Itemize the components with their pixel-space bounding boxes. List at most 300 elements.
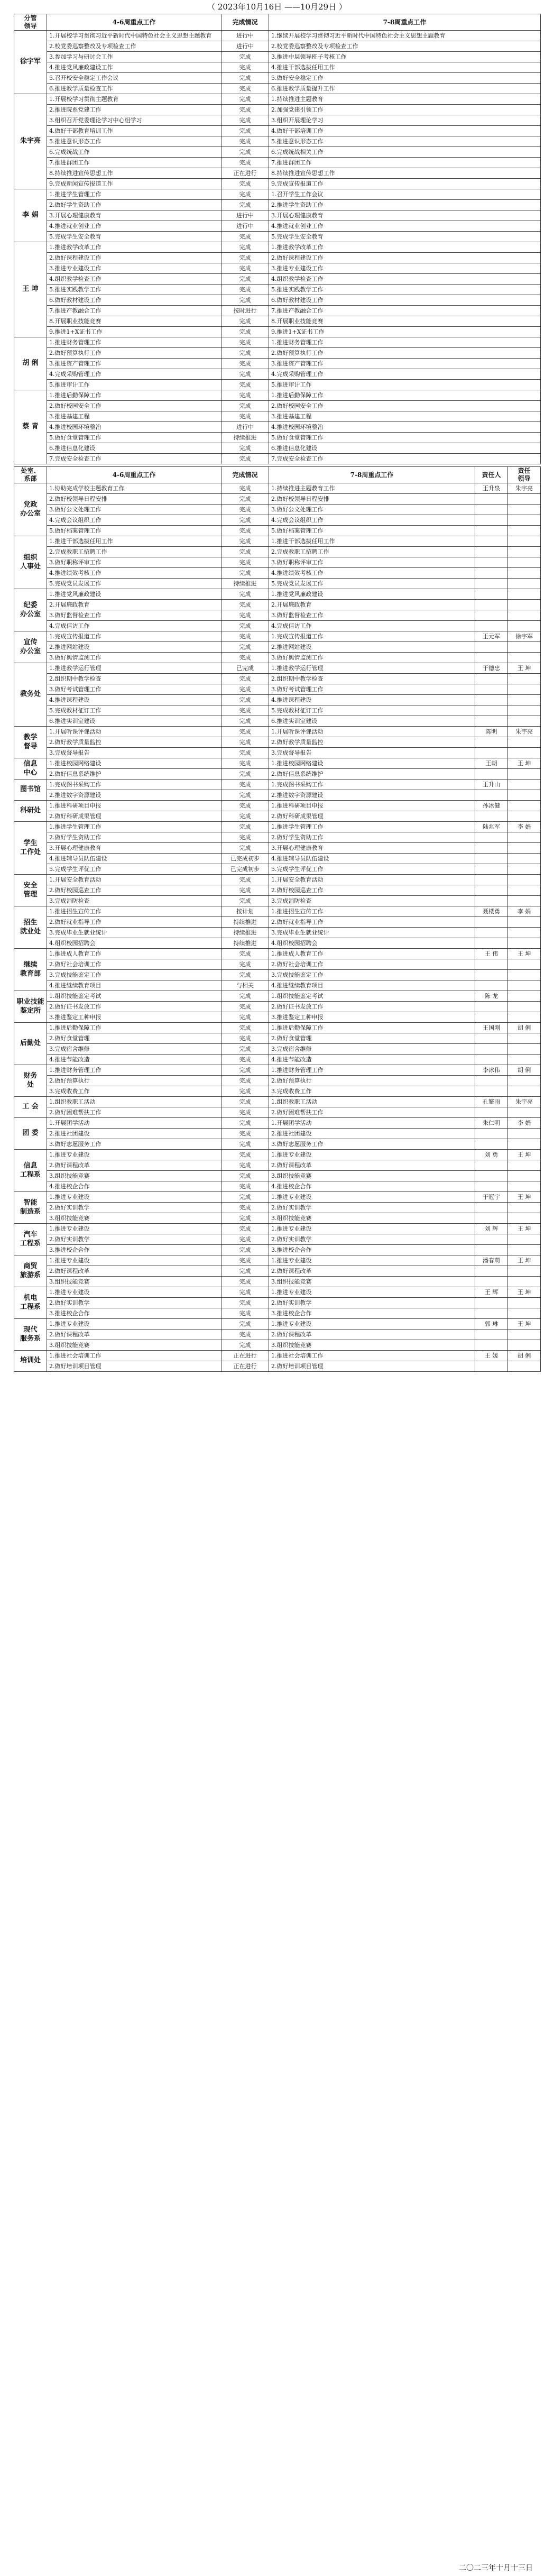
table-row <box>14 1065 541 1076</box>
work-item-cell: 3.做好舆情监测工作 <box>47 653 221 663</box>
work-item-cell: 8.持续推进宣传思想工作 <box>47 168 221 179</box>
status-cell: 完成 <box>221 1055 269 1065</box>
table-row <box>14 73 541 84</box>
next-work-cell: 3.开展心理健康教育 <box>269 843 475 854</box>
owner-cell: 王升泉 <box>475 483 508 494</box>
next-work-cell: 3.做好舆情监测工作 <box>269 653 475 663</box>
next-work-cell: 2.做好教学质量监控 <box>269 737 475 748</box>
status-cell: 完成 <box>221 832 269 843</box>
leader-cell <box>508 579 541 589</box>
status-cell: 完成 <box>221 1097 269 1107</box>
status-cell: 完成 <box>221 274 269 285</box>
next-work-cell: 4.完成采购管理工作 <box>269 369 541 380</box>
status-cell: 正在进行 <box>221 1351 269 1361</box>
table-row <box>14 1033 541 1044</box>
work-item-cell: 4.推进节能改造 <box>47 1055 221 1065</box>
work-item-cell: 4.做好干部教育培训工作 <box>47 126 221 136</box>
next-work-cell: 3.开展心理健康教育 <box>269 210 541 221</box>
table-row <box>14 1139 541 1150</box>
status-cell: 完成 <box>221 631 269 642</box>
status-cell: 完成 <box>221 568 269 579</box>
table-row <box>14 253 541 263</box>
work-item-cell: 2.做好课程改革 <box>47 1330 221 1340</box>
leader-cell <box>508 1234 541 1245</box>
next-work-cell: 2.推进学生资助工作 <box>269 200 541 210</box>
leader-cell <box>508 536 541 547</box>
table-row <box>14 1203 541 1213</box>
status-cell: 完成 <box>221 136 269 147</box>
owner-cell <box>475 790 508 801</box>
next-work-cell: 4.完成信访工作 <box>269 621 475 631</box>
work-item-cell: 3.组织技能竞赛 <box>47 1340 221 1351</box>
table-row <box>14 748 541 758</box>
leader-cell <box>508 705 541 716</box>
owner-cell: 郭 琳 <box>475 1319 508 1330</box>
table-row <box>14 1266 541 1277</box>
status-cell: 完成 <box>221 1139 269 1150</box>
table-row <box>14 136 541 147</box>
next-work-cell: 5.完成学生安全教育 <box>269 232 541 242</box>
status-cell: 按时进行 <box>221 306 269 316</box>
owner-cell <box>475 1203 508 1213</box>
table-row <box>14 716 541 727</box>
group-name-cell: 李 娟 <box>14 189 47 242</box>
work-item-cell: 2.做好实训教学 <box>47 1234 221 1245</box>
owner-cell <box>475 832 508 843</box>
work-item-cell: 2.做好就业指导工作 <box>47 917 221 928</box>
work-item-cell: 2.做好证书发放工作 <box>47 1002 221 1012</box>
work-item-cell: 3.组织召开党委理论学习中心组学习 <box>47 115 221 126</box>
status-cell: 完成 <box>221 695 269 705</box>
next-work-cell: 1.推进后勤保障工作 <box>269 390 541 401</box>
status-cell: 完成 <box>221 621 269 631</box>
owner-cell: 王 媛 <box>475 1351 508 1361</box>
leader-cell: 徐宇军 <box>508 631 541 642</box>
table-row <box>14 568 541 579</box>
owner-cell <box>475 854 508 864</box>
work-item-cell: 1.完成图书采购工作 <box>47 780 221 790</box>
status-cell: 完成 <box>221 494 269 505</box>
table-row <box>14 62 541 73</box>
work-item-cell: 2.做好困难帮扶工作 <box>47 1107 221 1118</box>
status-cell: 完成 <box>221 295 269 306</box>
next-work-cell: 2.做好预算执行工作 <box>269 348 541 359</box>
next-work-cell: 4.推进校园环境整治 <box>269 422 541 433</box>
leader-cell <box>508 843 541 854</box>
status-cell: 完成 <box>221 348 269 359</box>
next-work-cell: 1.推进教学改革工作 <box>269 242 541 253</box>
work-item-cell: 5.推进审计工作 <box>47 380 221 390</box>
owner-cell <box>475 959 508 970</box>
leader-cell: 李 娟 <box>508 906 541 917</box>
owner-cell <box>475 1245 508 1255</box>
next-work-cell: 1.推进专业建设 <box>269 1287 475 1298</box>
status-cell: 完成 <box>221 811 269 822</box>
status-cell: 完成 <box>221 642 269 653</box>
work-item-cell: 2.做好校园安全工作 <box>47 401 221 411</box>
table-row <box>14 200 541 210</box>
date-range: （ 2023年10月16日 ——10月29日 ） <box>207 2 347 12</box>
table-row <box>14 94 541 105</box>
work-item-cell: 9.完成新闻宣传报道工作 <box>47 179 221 189</box>
work-item-cell: 1.协助完成学校主题教育工作 <box>47 483 221 494</box>
table-row <box>14 1129 541 1139</box>
owner-cell <box>475 505 508 515</box>
owner-cell <box>475 536 508 547</box>
work-item-cell: 3.组织技能竞赛 <box>47 1277 221 1287</box>
next-work-cell: 8.持续推进宣传思想工作 <box>269 168 541 179</box>
next-work-cell: 1.推进教学运行管理 <box>269 663 475 674</box>
leader-cell <box>508 494 541 505</box>
next-work-cell: 2.做好课程改革 <box>269 1330 475 1340</box>
departments-table <box>14 466 541 1372</box>
table-row <box>14 1097 541 1107</box>
leader-cell <box>508 1298 541 1308</box>
next-work-cell: 3.推进校企合作 <box>269 1245 475 1255</box>
status-cell: 完成 <box>221 780 269 790</box>
leader-cell <box>508 1171 541 1181</box>
column-header: 4-6周重点工作 <box>47 467 221 483</box>
work-item-cell: 2.推进网站建设 <box>47 642 221 653</box>
work-item-cell: 6.推进教学质量检查工作 <box>47 84 221 94</box>
work-item-cell: 7.推进产教融合工作 <box>47 306 221 316</box>
status-cell: 持续推进 <box>221 938 269 949</box>
table-row <box>14 589 541 600</box>
status-cell: 完成 <box>221 94 269 105</box>
next-work-cell: 2.加强党建引领工作 <box>269 105 541 115</box>
owner-cell <box>475 769 508 780</box>
work-item-cell: 4.完成会议组织工作 <box>47 515 221 526</box>
status-cell: 进行中 <box>221 221 269 232</box>
next-work-cell: 1.完成宣传报道工作 <box>269 631 475 642</box>
status-cell: 完成 <box>221 610 269 621</box>
work-item-cell: 3.做好志愿服务工作 <box>47 1139 221 1150</box>
next-work-cell: 2.做好科研成果管理 <box>269 811 475 822</box>
work-item-cell: 1.组织技能鉴定考试 <box>47 991 221 1002</box>
leader-cell <box>508 864 541 875</box>
work-item-cell: 5.完成党员发展工作 <box>47 579 221 589</box>
group-name-cell: 徐宇军 <box>14 31 47 94</box>
status-cell: 完成 <box>221 1266 269 1277</box>
table-row <box>14 959 541 970</box>
table-row <box>14 316 541 327</box>
next-work-cell: 2.做好就业指导工作 <box>269 917 475 928</box>
table-row <box>14 758 541 769</box>
table-row <box>14 1181 541 1192</box>
work-item-cell: 2.做好信息系统维护 <box>47 769 221 780</box>
owner-cell <box>475 515 508 526</box>
owner-cell <box>475 568 508 579</box>
status-cell: 完成 <box>221 1118 269 1129</box>
work-item-cell: 2.开展廉政教育 <box>47 600 221 610</box>
table-row <box>14 1055 541 1065</box>
status-cell: 完成 <box>221 684 269 695</box>
table-row <box>14 1319 541 1330</box>
owner-cell <box>475 1139 508 1150</box>
leader-cell: 胡 俐 <box>508 1065 541 1076</box>
status-cell: 完成 <box>221 73 269 84</box>
group-name-cell: 纪委 办公室 <box>14 589 47 631</box>
next-work-cell: 2.做好证书发放工作 <box>269 1002 475 1012</box>
next-work-cell: 2.推进网站建设 <box>269 642 475 653</box>
leaders-header-row <box>14 14 541 31</box>
work-item-cell: 7.推进群团工作 <box>47 158 221 168</box>
next-work-cell: 3.完成毕业生就业统计 <box>269 928 475 938</box>
next-work-cell: 2.做好预算执行 <box>269 1076 475 1086</box>
table-row <box>14 242 541 253</box>
next-work-cell: 6.推进教学质量提升工作 <box>269 84 541 94</box>
work-item-cell: 2.校党委巡察整改及专项检查工作 <box>47 41 221 52</box>
status-cell: 完成 <box>221 547 269 557</box>
leader-cell <box>508 769 541 780</box>
next-work-cell: 5.做好食堂管理工作 <box>269 433 541 443</box>
table-row <box>14 1076 541 1086</box>
leader-cell <box>508 885 541 896</box>
column-header: 完成情况 <box>221 467 269 483</box>
work-item-cell: 4.完成采购管理工作 <box>47 369 221 380</box>
leader-cell <box>508 790 541 801</box>
work-item-cell: 1.推进后勤保障工作 <box>47 390 221 401</box>
table-row <box>14 1234 541 1245</box>
column-header: 责任 领导 <box>508 467 541 483</box>
work-item-cell: 1.推进学生管理工作 <box>47 189 221 200</box>
status-cell: 完成 <box>221 1340 269 1351</box>
status-cell: 进行中 <box>221 31 269 41</box>
status-cell: 完成 <box>221 189 269 200</box>
status-cell: 持续推进 <box>221 928 269 938</box>
owner-cell <box>475 695 508 705</box>
leader-cell <box>508 1203 541 1213</box>
leader-cell <box>508 568 541 579</box>
leader-cell <box>508 1002 541 1012</box>
table-row <box>14 1351 541 1361</box>
footer-date: 二〇二三年十月十三日 <box>459 2564 533 2572</box>
next-work-cell: 3.完成宿舍维修 <box>269 1044 475 1055</box>
table-row <box>14 832 541 843</box>
next-work-cell: 2.做好实训教学 <box>269 1298 475 1308</box>
work-item-cell: 1.推进招生宣传工作 <box>47 906 221 917</box>
status-cell: 完成 <box>221 1044 269 1055</box>
status-cell: 完成 <box>221 337 269 348</box>
next-work-cell: 3.推进中层领导班子考核工作 <box>269 52 541 62</box>
work-item-cell: 2.做好学生资助工作 <box>47 200 221 210</box>
status-cell: 完成 <box>221 105 269 115</box>
status-cell: 完成 <box>221 253 269 263</box>
next-work-cell: 2.做好困难帮扶工作 <box>269 1107 475 1118</box>
owner-cell <box>475 1012 508 1023</box>
leader-cell <box>508 526 541 536</box>
next-work-cell: 3.完成消防检查 <box>269 896 475 906</box>
leader-cell <box>508 854 541 864</box>
owner-cell <box>475 1234 508 1245</box>
table-row <box>14 557 541 568</box>
status-cell: 完成 <box>221 515 269 526</box>
work-item-cell: 4.推进绩效考核工作 <box>47 568 221 579</box>
owner-cell <box>475 748 508 758</box>
leader-cell <box>508 1245 541 1255</box>
table-row <box>14 443 541 454</box>
leader-cell <box>508 547 541 557</box>
status-cell: 完成 <box>221 1181 269 1192</box>
table-row <box>14 811 541 822</box>
next-work-cell: 3.组织技能竞赛 <box>269 1340 475 1351</box>
owner-cell <box>475 1044 508 1055</box>
work-item-cell: 3.做好考试管理工作 <box>47 684 221 695</box>
next-work-cell: 1.推进后勤保障工作 <box>269 1023 475 1033</box>
next-work-cell: 1.推进招生宣传工作 <box>269 906 475 917</box>
leader-cell: 朱宇亮 <box>508 727 541 737</box>
work-item-cell: 2.推进社团建设 <box>47 1129 221 1139</box>
next-work-cell: 4.组织教学检查工作 <box>269 274 541 285</box>
next-work-cell: 7.完成安全检查工作 <box>269 454 541 464</box>
next-work-cell: 3.组织技能竞赛 <box>269 1277 475 1287</box>
next-work-cell: 1.继续开展校学习贯彻习近平新时代中国特色社会主义思想主题教育 <box>269 31 541 41</box>
next-work-cell: 7.推进群团工作 <box>269 158 541 168</box>
status-cell: 进行中 <box>221 210 269 221</box>
leader-cell <box>508 991 541 1002</box>
next-work-cell: 2.做好课程建设工作 <box>269 253 541 263</box>
next-work-cell: 4.推进节能改造 <box>269 1055 475 1065</box>
next-work-cell: 1.开展安全教育活动 <box>269 875 475 885</box>
work-item-cell: 1.推进专业建设 <box>47 1150 221 1160</box>
next-work-cell: 2.做好校园安全工作 <box>269 401 541 411</box>
work-item-cell: 1.推进专业建设 <box>47 1287 221 1298</box>
status-cell: 完成 <box>221 200 269 210</box>
status-cell: 完成 <box>221 769 269 780</box>
next-work-cell: 3.做好公文处理工作 <box>269 505 475 515</box>
departments-header-row <box>14 467 541 483</box>
next-work-cell: 3.做好志愿服务工作 <box>269 1139 475 1150</box>
next-work-cell: 2.校党委巡察整改及专项检查工作 <box>269 41 541 52</box>
work-item-cell: 1.完成宣传报道工作 <box>47 631 221 642</box>
table-row <box>14 494 541 505</box>
next-work-cell: 6.做好教材建设工作 <box>269 295 541 306</box>
status-cell: 完成 <box>221 411 269 422</box>
leader-cell <box>508 610 541 621</box>
next-work-cell: 2.组织期中教学检查 <box>269 674 475 684</box>
status-cell: 完成 <box>221 1213 269 1224</box>
table-row <box>14 1308 541 1319</box>
owner-cell: 王国刚 <box>475 1023 508 1033</box>
table-row <box>14 210 541 221</box>
next-work-cell: 3.推进鉴定工种申报 <box>269 1012 475 1023</box>
status-cell: 完成 <box>221 1012 269 1023</box>
next-work-cell: 3.做好职称评审工作 <box>269 557 475 568</box>
table-row <box>14 949 541 959</box>
status-cell: 与相关 <box>221 980 269 991</box>
table-row <box>14 938 541 949</box>
next-work-cell: 2.完成教职工招聘工作 <box>269 547 475 557</box>
group-name-cell: 组织 人事处 <box>14 536 47 589</box>
leader-cell: 胡 俐 <box>508 1351 541 1361</box>
next-work-cell: 4.组织校园招聘会 <box>269 938 475 949</box>
next-work-cell: 2.做好校园巡查工作 <box>269 885 475 896</box>
group-name-cell: 机电 工程系 <box>14 1287 47 1319</box>
work-item-cell: 2.做好实训教学 <box>47 1203 221 1213</box>
owner-cell <box>475 1107 508 1118</box>
next-work-cell: 4.推进辅导员队伍建设 <box>269 854 475 864</box>
status-cell: 完成 <box>221 327 269 337</box>
status-cell: 完成 <box>221 1203 269 1213</box>
table-row <box>14 1245 541 1255</box>
owner-cell: 于德忠 <box>475 663 508 674</box>
status-cell: 完成 <box>221 1330 269 1340</box>
group-name-cell: 王 坤 <box>14 242 47 337</box>
table-row <box>14 179 541 189</box>
table-row <box>14 822 541 832</box>
table-row <box>14 653 541 663</box>
owner-cell <box>475 843 508 854</box>
owner-cell <box>475 642 508 653</box>
table-row <box>14 454 541 464</box>
table-row <box>14 674 541 684</box>
table-row <box>14 158 541 168</box>
leader-cell <box>508 557 541 568</box>
next-work-cell: 4.做好干部培训工作 <box>269 126 541 136</box>
leader-cell <box>508 1181 541 1192</box>
table-row <box>14 263 541 274</box>
work-item-cell: 3.组织技能竞赛 <box>47 1213 221 1224</box>
work-item-cell: 6.推进信息化建设 <box>47 443 221 454</box>
leader-cell: 王 坤 <box>508 663 541 674</box>
table-row <box>14 31 541 41</box>
column-header: 责任人 <box>475 467 508 483</box>
work-item-cell: 1.开展校学习贯彻习近平新时代中国特色社会主义思想主题教育 <box>47 31 221 41</box>
status-cell: 完成 <box>221 600 269 610</box>
owner-cell: 孙冰健 <box>475 801 508 811</box>
leader-cell <box>508 1129 541 1139</box>
group-name-cell: 蔡 青 <box>14 390 47 464</box>
table-row <box>14 1361 541 1372</box>
owner-cell: 潘春莉 <box>475 1255 508 1266</box>
table-row <box>14 337 541 348</box>
status-cell: 完成 <box>221 1129 269 1139</box>
work-item-cell: 2.做好科研成果管理 <box>47 811 221 822</box>
work-item-cell: 3.推进鉴定工种申报 <box>47 1012 221 1023</box>
work-item-cell: 1.推进成人教育工作 <box>47 949 221 959</box>
work-item-cell: 3.组织技能竞赛 <box>47 1171 221 1181</box>
status-cell: 完成 <box>221 84 269 94</box>
work-item-cell: 2.完成教职工招聘工作 <box>47 547 221 557</box>
leader-cell <box>508 589 541 600</box>
next-work-cell: 3.做好监督检查工作 <box>269 610 475 621</box>
next-work-cell: 5.做好档案管理工作 <box>269 526 475 536</box>
work-item-cell: 3.完成技能鉴定工作 <box>47 970 221 980</box>
work-item-cell: 3.推进资产管理工作 <box>47 359 221 369</box>
owner-cell <box>475 547 508 557</box>
owner-cell: 孔繁雨 <box>475 1097 508 1107</box>
group-name-cell: 工 会 <box>14 1097 47 1118</box>
status-cell: 完成 <box>221 727 269 737</box>
status-cell: 完成 <box>221 1086 269 1097</box>
work-item-cell: 4.组织校园招聘会 <box>47 938 221 949</box>
table-row <box>14 843 541 854</box>
next-work-cell: 3.推进专业建设工作 <box>269 263 541 274</box>
column-header: 完成情况 <box>221 14 269 31</box>
leader-cell <box>508 621 541 631</box>
status-cell: 完成 <box>221 758 269 769</box>
owner-cell: 朱仁明 <box>475 1118 508 1129</box>
leader-cell <box>508 695 541 705</box>
next-work-cell: 3.完成技能鉴定工作 <box>269 970 475 980</box>
next-work-cell: 1.推进专业建设 <box>269 1150 475 1160</box>
status-cell: 完成 <box>221 232 269 242</box>
table-row <box>14 631 541 642</box>
work-item-cell: 1.推进科研项目申报 <box>47 801 221 811</box>
work-item-cell: 2.做好校园巡查工作 <box>47 885 221 896</box>
next-work-cell: 5.推进意识形态工作 <box>269 136 541 147</box>
next-work-cell: 3.做好考试管理工作 <box>269 684 475 695</box>
